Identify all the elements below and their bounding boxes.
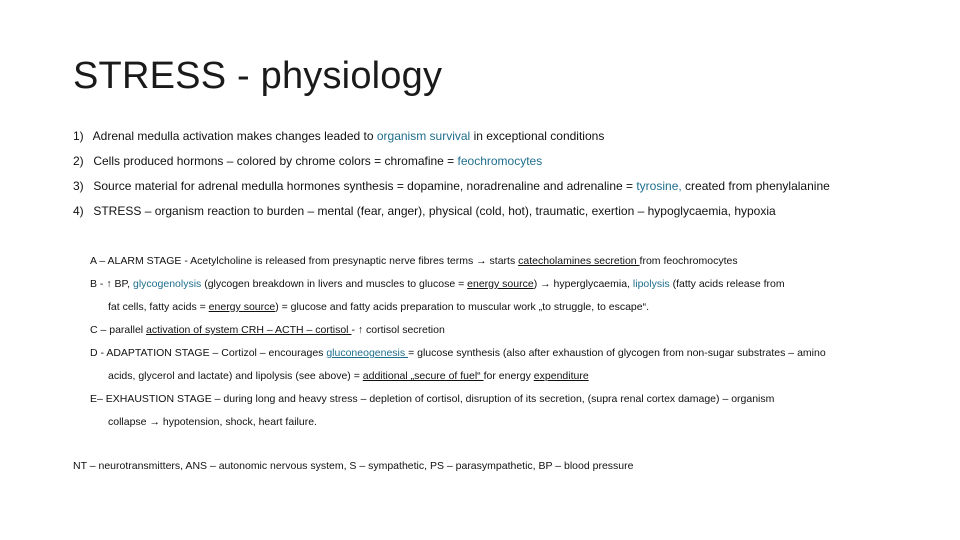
item-text: created from phenylalanine	[681, 179, 830, 193]
list-item	[73, 177, 953, 202]
highlight-text: gluconeogenesis	[326, 347, 409, 359]
stage-text: for energy	[483, 370, 534, 382]
list-item	[73, 152, 953, 177]
underlined-text: energy source	[208, 301, 276, 313]
item-number: 4)	[73, 204, 84, 218]
highlight-text: organism survival	[376, 129, 471, 143]
item-number: 2)	[73, 154, 84, 168]
stage-b-continuation	[90, 299, 950, 322]
highlight-text: tyrosine,	[636, 179, 682, 193]
stage-text: C – parallel	[90, 324, 147, 336]
slide-title: STRESS - physiology	[73, 55, 443, 97]
numbered-list	[73, 127, 953, 227]
stage-text: = glucose synthesis (also after exhaustion of glycogen from non-sugar substrates – amino	[408, 347, 826, 359]
underlined-text: additional „secure of fuel“	[362, 370, 484, 382]
stage-text: fat cells, fatty acids =	[108, 301, 209, 313]
stage-text: B - ↑ BP,	[90, 278, 133, 290]
stage-text: - ↑ cortisol secretion	[351, 324, 445, 336]
stage-text: D - ADAPTATION STAGE – Cortizol – encourages	[90, 347, 327, 359]
underlined-text: energy source	[467, 278, 534, 290]
list-item	[73, 202, 953, 227]
item-text: Adrenal medulla activation makes changes leaded to	[92, 129, 377, 143]
highlight-text: glycogenolysis	[133, 278, 202, 290]
stage-text: (glycogen breakdown in livers and muscles to glucose =	[201, 278, 468, 290]
stage-text: acids, glycerol and lactate) and lipolysis (see above) =	[108, 370, 363, 382]
item-text: Cells produced hormons – colored by chrome colors = chromafine =	[93, 154, 458, 168]
item-text: STRESS – organism reaction to burden – mental (fear, anger), physical (cold, hot), traumatic, exertion – hypoglycaemia, hypoxia	[93, 204, 776, 218]
underlined-text: catecholamines secretion	[518, 255, 640, 267]
item-text: Source material for adrenal medulla hormones synthesis = dopamine, noradrenaline and adrenaline =	[93, 179, 637, 193]
list-item	[73, 127, 953, 152]
stage-a-line	[90, 253, 950, 276]
stage-text: ) → hyperglycaemia,	[533, 278, 633, 290]
stage-text: E– EXHAUSTION STAGE – during long and heavy stress – depletion of cortisol, disruption of its secretion, (supra renal cortex damage) – organism	[90, 393, 775, 405]
stress-stages	[90, 253, 950, 437]
stage-text: collapse → hypotension, shock, heart failure.	[108, 416, 317, 428]
item-number: 3)	[73, 179, 84, 193]
stage-c-line	[90, 322, 950, 345]
stage-d-continuation	[90, 368, 950, 391]
stage-text: A – ALARM STAGE - Acetylcholine is released from presynaptic nerve fibres terms → starts	[90, 255, 519, 267]
stage-e-line	[90, 391, 950, 414]
stage-e-continuation	[90, 414, 950, 437]
item-number: 1)	[73, 129, 84, 143]
item-text: in exceptional conditions	[470, 129, 605, 143]
stage-b-line	[90, 276, 950, 299]
stage-d-line	[90, 345, 950, 368]
underlined-text: expenditure	[533, 370, 589, 382]
stage-text: ) = glucose and fatty acids preparation to muscular work „to struggle, to escape“.	[275, 301, 650, 313]
highlight-text: lipolysis	[632, 278, 670, 290]
stage-text: (fatty acids release from	[669, 278, 785, 290]
abbreviations-footnote: NT – neurotransmitters, ANS – autonomic nervous system, S – sympathetic, PS – parasympathetic, BP – blood pressure	[73, 460, 634, 472]
stage-text: from feochromocytes	[639, 255, 738, 267]
highlight-text: feochromocytes	[457, 154, 543, 168]
underlined-text: activation of system CRH – ACTH – cortisol	[146, 324, 352, 336]
